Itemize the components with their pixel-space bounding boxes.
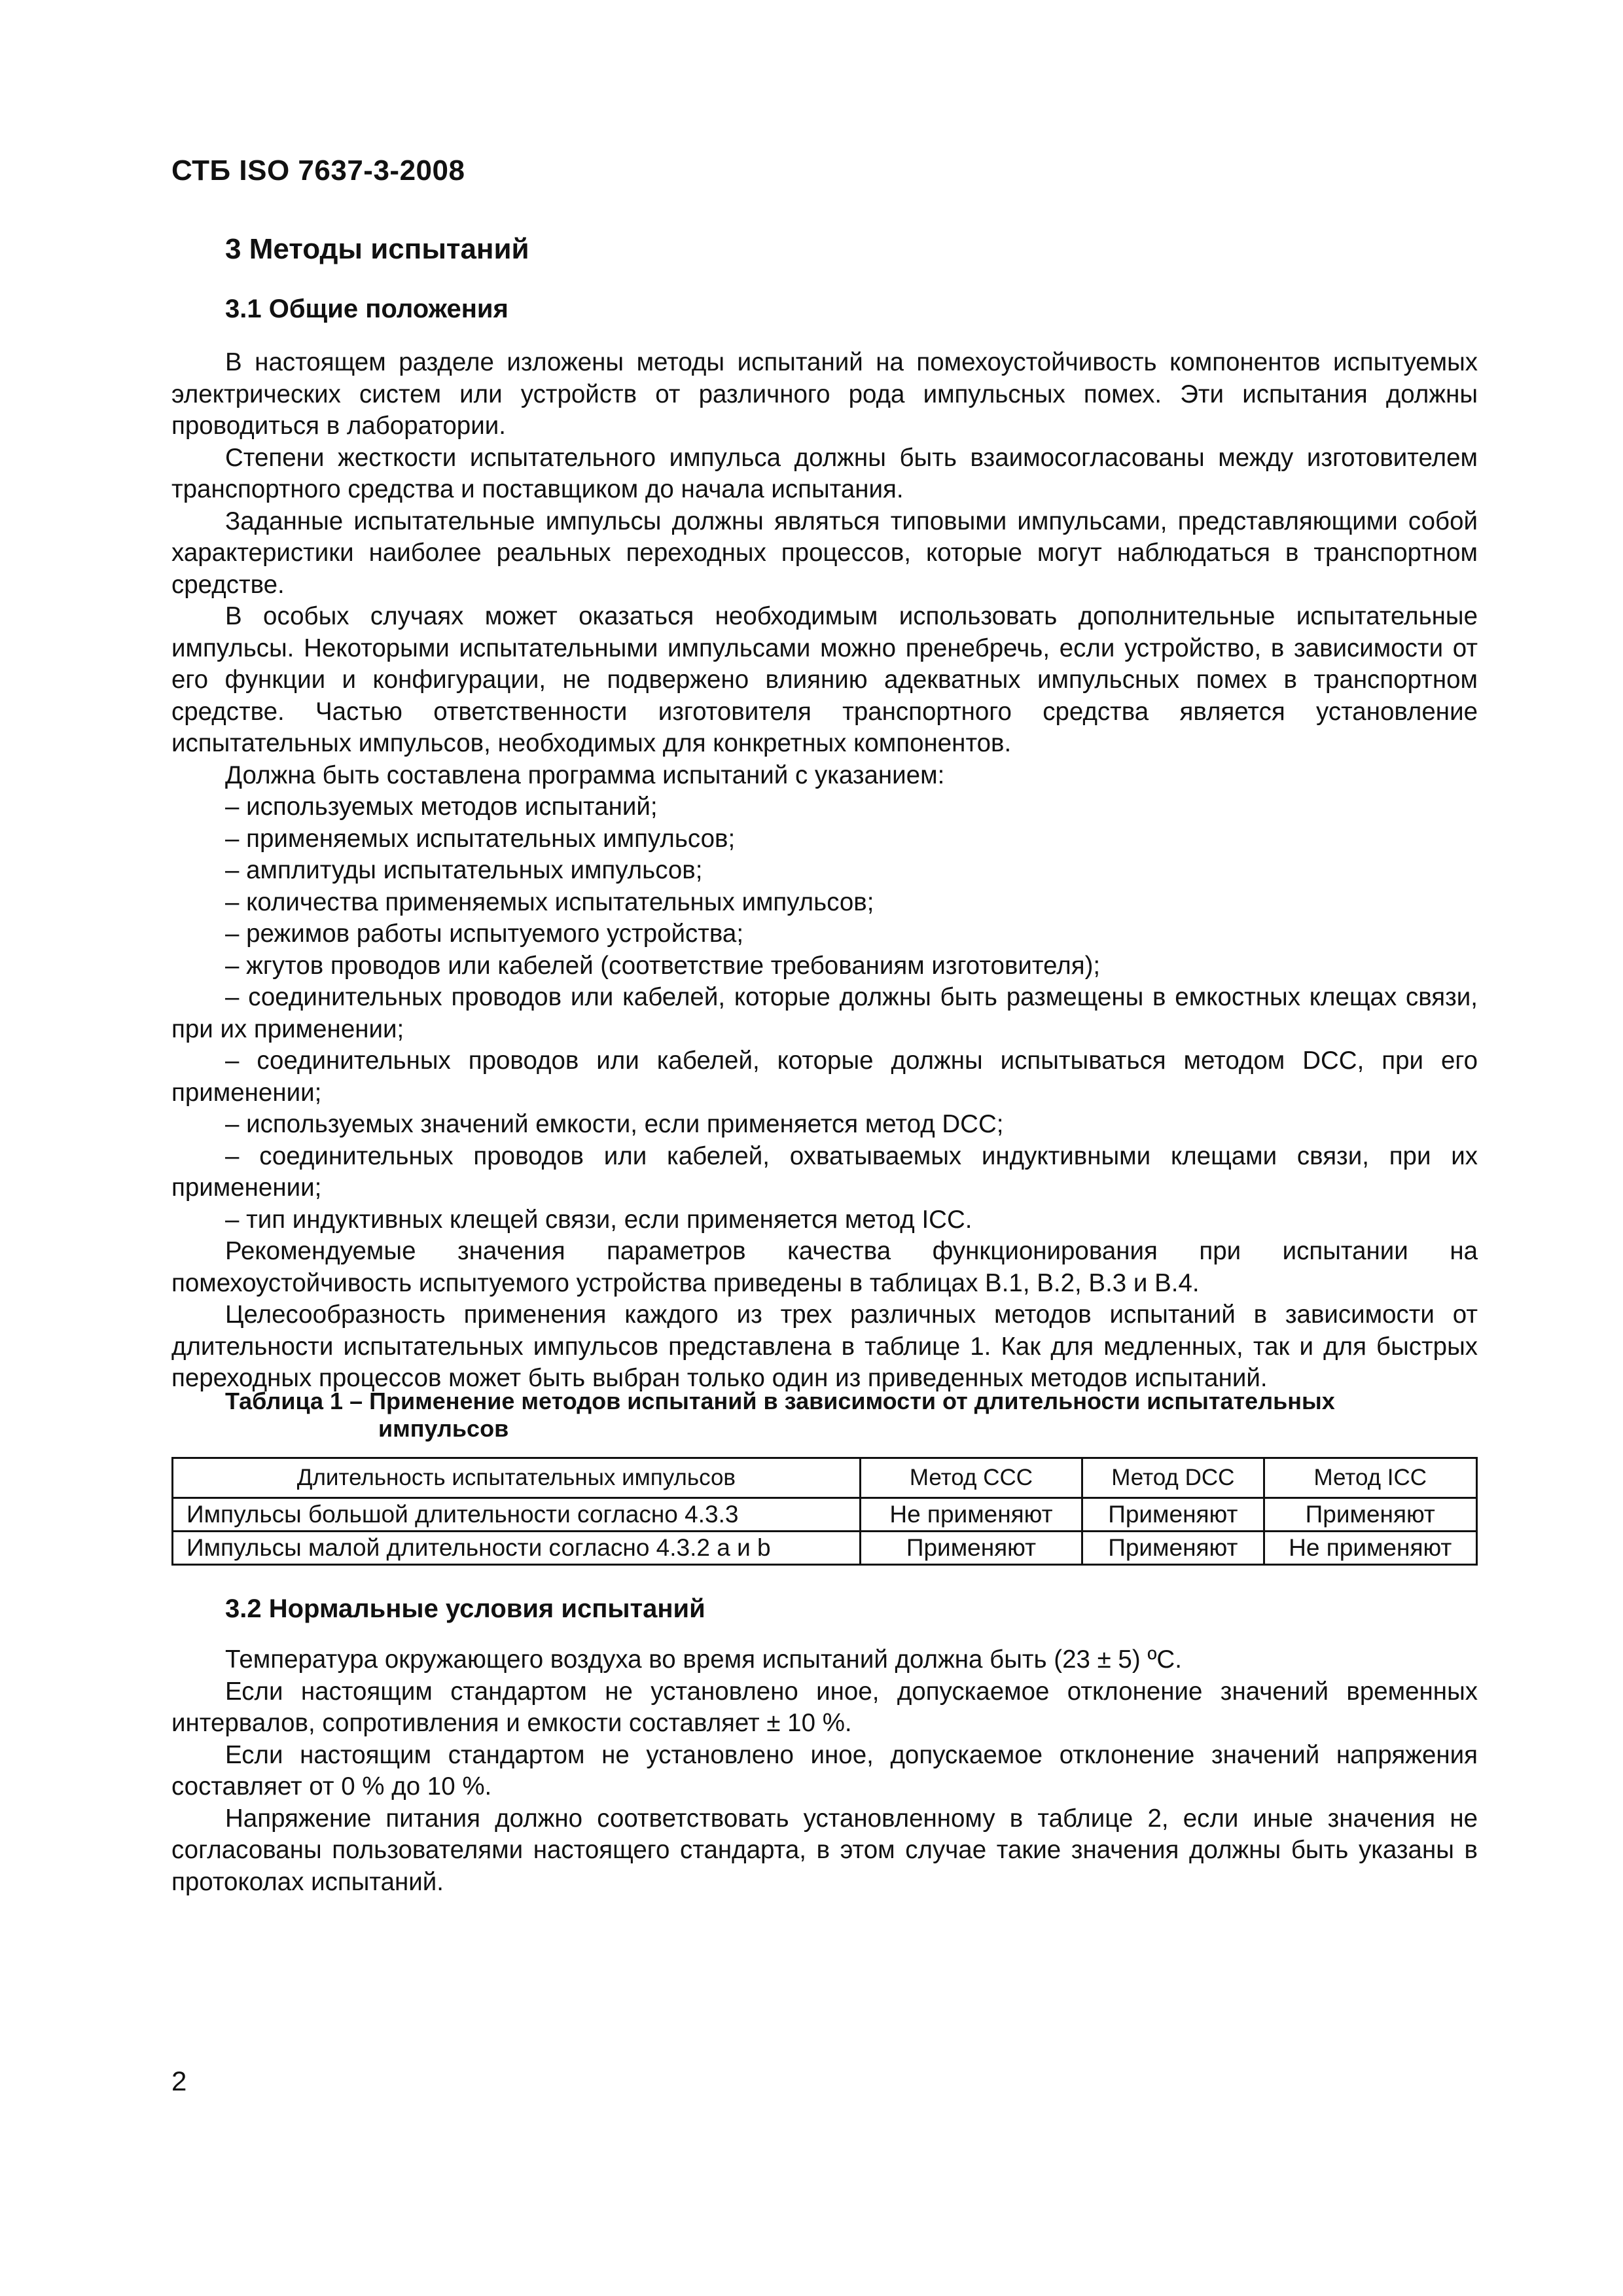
table-cell: Применяют xyxy=(1264,1498,1476,1532)
paragraph: Если настоящим стандартом не установлено иное, допускаемое отклонение значений временных интервалов, сопротивления и емкости составляет ± 10 %. xyxy=(171,1677,1478,1737)
list-item: – количества применяемых испытательных импульсов; xyxy=(225,888,874,916)
table-caption-line: Таблица 1 – Применение методов испытаний в зависимости от длительности испытательных xyxy=(225,1388,1335,1414)
table-cell: Не применяют xyxy=(1264,1532,1476,1565)
paragraph: Если настоящим стандартом не установлено иное, допускаемое отклонение значений напряжения составляет от 0 % до 10 %. xyxy=(171,1740,1478,1801)
list-item: – используемых методов испытаний; xyxy=(225,793,658,821)
list-item: – применяемых испытательных импульсов; xyxy=(225,824,736,853)
table-cell: Импульсы малой длительности согласно 4.3.2 а и b xyxy=(173,1532,861,1565)
list-item: – соединительных проводов или кабелей, которые должны быть размещены в емкостных клещах связи, при их применении; xyxy=(171,983,1478,1043)
paragraph: В особых случаях может оказаться необходимым использовать дополнительные испытательные импульсы. Некоторыми испытательными импульсами можно пренебречь, если устройство, в зависимости от его функции и конфигурации, не подвержено влиянию адекватных импульсных помех в транспортном средстве. Частью ответственности изготовителя транспортного средства является установление испытательных импульсов, необходимых для конкретных компонентов. xyxy=(171,602,1478,757)
table-header-cell: Метод DCC xyxy=(1082,1458,1264,1498)
table-row xyxy=(173,1498,1477,1532)
methods-table xyxy=(171,1457,1478,1566)
table-cell: Применяют xyxy=(1082,1498,1264,1532)
section-body xyxy=(171,347,1478,1395)
paragraph: Должна быть составлена программа испытаний с указанием: xyxy=(225,761,945,789)
table-caption-line: импульсов xyxy=(378,1415,509,1442)
paragraph: Заданные испытательные импульсы должны являться типовыми импульсами, представляющими собой характеристики наиболее реальных переходных процессов, которые могут наблюдаться в транспортном средстве. xyxy=(171,507,1478,599)
table-cell: Импульсы большой длительности согласно 4.3.3 xyxy=(173,1498,861,1532)
list-item: – тип индуктивных клещей связи, если применяется метод ICC. xyxy=(225,1205,972,1234)
paragraph: В настоящем разделе изложены методы испытаний на помехоустойчивость компонентов испытуемых электрических систем или устройств от различного рода импульсных помех. Эти испытания должны проводиться в лаборатории. xyxy=(171,348,1478,440)
table-header-row xyxy=(173,1458,1477,1498)
list-item: – соединительных проводов или кабелей, охватываемых индуктивными клещами связи, при их применении; xyxy=(171,1141,1478,1202)
table-caption xyxy=(225,1388,1429,1443)
paragraph: Температура окружающего воздуха во время испытаний должна быть (23 ± 5) ºС. xyxy=(225,1645,1182,1674)
list-item: – соединительных проводов или кабелей, которые должны испытываться методом DCC, при его применении; xyxy=(171,1047,1478,1107)
list-item: – используемых значений емкости, если применяется метод DCC; xyxy=(225,1110,1004,1138)
table-header-cell: Метод CCC xyxy=(860,1458,1082,1498)
table-cell: Применяют xyxy=(1082,1532,1264,1565)
list-item: – режимов работы испытуемого устройства; xyxy=(225,920,744,948)
table-row xyxy=(173,1532,1477,1565)
table-header-cell: Метод ICC xyxy=(1264,1458,1476,1498)
table-header-cell: Длительность испытательных импульсов xyxy=(173,1458,861,1498)
paragraph: Рекомендуемые значения параметров качества функционирования при испытании на помехоустойчивость испытуемого устройства приведены в таблицах В.1, В.2, В.3 и В.4. xyxy=(171,1237,1478,1297)
document-id: СТБ ISO 7637-3-2008 xyxy=(171,154,465,187)
paragraph: Напряжение питания должно соответствовать установленному в таблице 2, если иные значения не согласованы пользователями настоящего стандарта, в этом случае такие значения должны быть указаны в протоколах испытаний. xyxy=(171,1804,1478,1896)
subsection-title-general: 3.1 Общие положения xyxy=(225,295,508,323)
paragraph: Целесообразность применения каждого из трех различных методов испытаний в зависимости от длительности испытательных импульсов представлена в таблице 1. Как для медленных, так и для быстрых переходных процессов может быть выбран только один из приведенных методов испытаний. xyxy=(171,1300,1478,1392)
conditions-body xyxy=(171,1644,1478,1898)
table-cell: Не применяют xyxy=(860,1498,1082,1532)
paragraph: Степени жесткости испытательного импульса должны быть взаимосогласованы между изготовителем транспортного средства и поставщиком до начала испытания. xyxy=(171,443,1478,503)
list-item: – жгутов проводов или кабелей (соответствие требованиям изготовителя); xyxy=(225,951,1101,980)
table-cell: Применяют xyxy=(860,1532,1082,1565)
page-number: 2 xyxy=(171,2066,187,2096)
subsection-title-conditions: 3.2 Нормальные условия испытаний xyxy=(225,1594,705,1623)
section-title: 3 Методы испытаний xyxy=(225,233,529,265)
list-item: – амплитуды испытательных импульсов; xyxy=(225,856,703,884)
